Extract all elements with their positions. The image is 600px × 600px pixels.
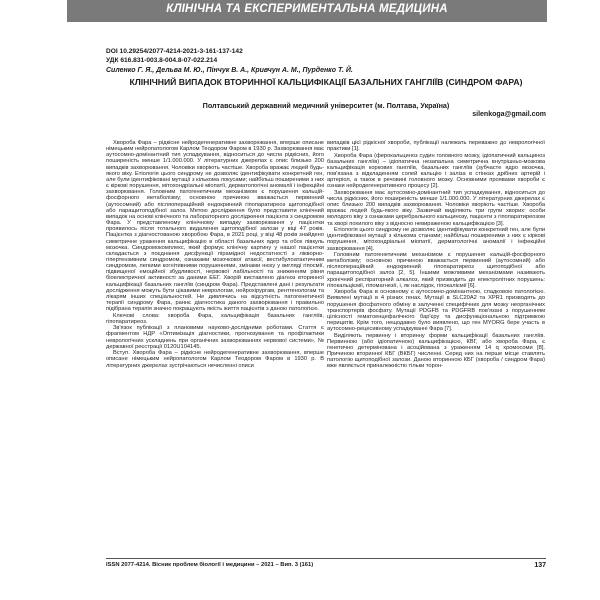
contact-email: silenkoga@gmail.com xyxy=(472,111,546,118)
body-paragraph: випадків цієї рідкісної хвороби, публікації належать переважно до неврологічної практики [1]. xyxy=(327,140,545,153)
affiliation: Полтавський державний медичний університет (м. Полтава, Україна) xyxy=(202,101,450,110)
introduction-paragraph: Вступ. Хвороба Фара – рідкісне нейродегенеративне захворювання, вперше описане німецьким нейропатологом Карлом Теодором Фаром в 1930 р. В літературних джерелах зустрічаються нечисленні описи xyxy=(106,350,324,369)
body-paragraph: Головним патогенетичним механізмом є порушення кальцій-фосфорного метаболізму; основною причиною вважається первинний (аутосомний) або післяопераційний ендокринний гіпопаратиреоз щитоподібної або паращитоподібної залоз [2, 5]. Іншими можливими механізмами називають хронічний респіраторний алкалоз, який призводить до електролітних порушень: гіпокальціємії, гіпомагнезії, і, як наслідок, гіпокаліємії [6]. xyxy=(327,252,545,289)
page-number: 137 xyxy=(534,562,546,569)
body-paragraph: Хвороба Фара в основному є аутосомно-домінантною, спадковою патологією. Виявлені мутації в 4 різних генах. Мутації в SLC20A2 та XPR1 призводять до порушення фосфатного обміну в залученні специфічних для мозку неорганічних транспортерів фосфату. Мутації PDGFB та PDGFRB пов'язані з порушенням цілісності гематоенцефалічного бар'єру та дисфункціональною підтримкою перицитів. Крім того, нещодавно було виявлено, що ген MYORG бере участь в аутосомно-рецесивному успадкуванні Фара [7]. xyxy=(327,289,545,333)
journal-footer: ISSN 2077-4214. Вісник проблем біології і медицини – 2021 – Вип. 3 (161) xyxy=(106,562,314,568)
footer-divider xyxy=(106,558,546,559)
section-header: КЛІНІЧНА ТА ЕКСПЕРИМЕНТАЛЬНА МЕДИЦИНА xyxy=(166,3,448,15)
author-list: Силенко Г. Я., Дельва М. Ю., Пінчук В. А., Кривчун А. М., Пурденко Т. Й. xyxy=(106,67,353,74)
body-paragraph: Захворювання має аутосомно-домінантний тип успадкування, відноситься до числа рідкісних, його поширеність менше 1/1.000.000. У літературних джерелах є опис близько 200 випадків захворювання. Чоловіки хворіють частіше. Хвороба вражає людей будь-якого віку. Зазвичай виділяють три групи хворих: особи молодого віку з ознаками церебрального кальцинозу, пацієнти з гіпопаратиреозом та хворі похилого віку з відносно невираженою кальцифікацією [3]. xyxy=(327,189,545,227)
article-title: КЛІНІЧНИЙ ВИПАДОК ВТОРИННОЇ КАЛЬЦИФІКАЦІЇ БАЗАЛЬНИХ ГАНГЛІЇВ (СИНДРОМ ФАРА) xyxy=(129,77,523,87)
doi-line: DOI 10.29254/2077-4214-2021-3-161-137-142 xyxy=(106,48,243,55)
left-text-column xyxy=(106,140,324,369)
udk-line: УДК 616.831-003.8-004.8-07-022.214 xyxy=(106,57,218,64)
research-link-paragraph: Зв'язок публікації з плановими науково-дослідними роботами. Стаття є фрагментом НДР «Оптимізація діагностики, прогнозування та профілактики неврологічних ускладнень при органічних захворюваннях нервової системи», № державної реєстрації 0120U104145. xyxy=(106,325,324,350)
abstract-paragraph: Хвороба Фара – рідкісне нейродегенеративне захворювання, вперше описане німецьким нейропатологом Карлом Теодором Фаром в 1930 р. Захворювання має аутосомно-домінантний тип успадкування, відноситься до числа рідкісних, його поширеність менше 1/1.000.000. У літературних джерелах є опис близько 200 випадків захворювання. Чоловіки хворіють частіше. Хвороба вражає людей будь-якого віку. Етіологія цього синдрому не дозволяє ідентифікувати конкретний ген, але були ідентифіковані мутації з кількома локусами; найбільш поширеними з них є кіркові порушення, мітохондріальні міопатії, дерматологічні аномалії і інфекційні захворювання. Головним патогенетичним механізмом є порушення кальцій-фосфорного метаболізму; основною причиною вважається первинний (аутосомний) або післяопераційний ендокринний гіпопаратиреоз щитоподібної або паращитоподібної залоз. Метою дослідження було представити клінічний випадок на основі клінічного та лабораторного дослідження пацієнта з синдромом Фара. У представленому клінічному випадку захворювання у пацієнтки проявилось після тотального видалення щитоподібної залози у віці 47 років. Пацієнтка з діагностованою хворобою Фара, в 2021 році, у віці 48 років знайдено симетричне ураження кальцифікацію в області базальних ядер та обох півкуль мозочка. Синдромокомплекс, який формує клінічну картину у нашої пацієнтки складається з поєднання дисфункції пірамідної недостатності з лікворно-гіпертензивним синдромом, ознаками мозочкової атаксії, вестибулоатактичним синдромом, легкими когнітивними порушеннями, змінами нюху у вигляді гіпосмії, підвищеної емоційної збудливості, нервової лабільності та зниженням рівня біоелектричної активності за даними ЕЕГ. Хворій виставлено діагноз вторинної кальцифікації базальних гангліїв (синдром Фара). Представлені дані і результати дослідження можуть бути цікавими неврологам, нейрохірургам, рентгенологам та лікарям інших спеціальностей. Не дивлячись на відсутність патогенетичної терапії синдрому Фара, раннє діагностика даного захворювання і правильно підібрана терапія значно покращують якість життя пацієнтів з даною патологією. xyxy=(106,140,325,313)
body-paragraph: Етіологія цього синдрому не дозволяє ідентифікувати конкретний ген, але були ідентифіковані мутації з кількома станами; найбільш поширеними з них є кіркові порушення, мітохондріальні міопатії, дерматологічні аномалії і інфекційні захворювання [4]. xyxy=(327,227,545,252)
right-text-column xyxy=(327,140,545,370)
body-paragraph: Хвороба Фара (ферокальциноз судин головного мозку, ідіопатичний кальциноз базальних гангліїв) – ідіопатична незапальна симетрична внутрішньо-мозкова кальцифікація коркових гангліїв, базальних гангліїв (зубчасте ядро мозочка, пов'язана з відкладенням солей кальцію і заліза в стінках дрібних артерій і артеріол, а також в речовині головного мозку. Основними проявами хвороби є ознаки нейродегенеративного процесу [2]. xyxy=(327,152,545,190)
keywords-paragraph: Ключові слова: хвороба Фара, кальцифікація базальних гангліїв, гіпопаратиреоз. xyxy=(106,312,324,325)
body-paragraph: Виділяють первинну і вторинну форми кальцифікації базальних гангліїв. Первинною (або ідіопатичною) кальцифікацією, КВГ, або хвороба Фара, є генетично детермінована і асоційована з ураженням 14 q хромосоми [8]. Причиною вторинної КБГ (ВКБГ) численні. Серед них на перше місце ставлять патологію щитоподібної залози. Даною вторинною КБГ (хвороба / синдром Фара) вже являється приналежністю тільки торон- xyxy=(327,332,545,370)
